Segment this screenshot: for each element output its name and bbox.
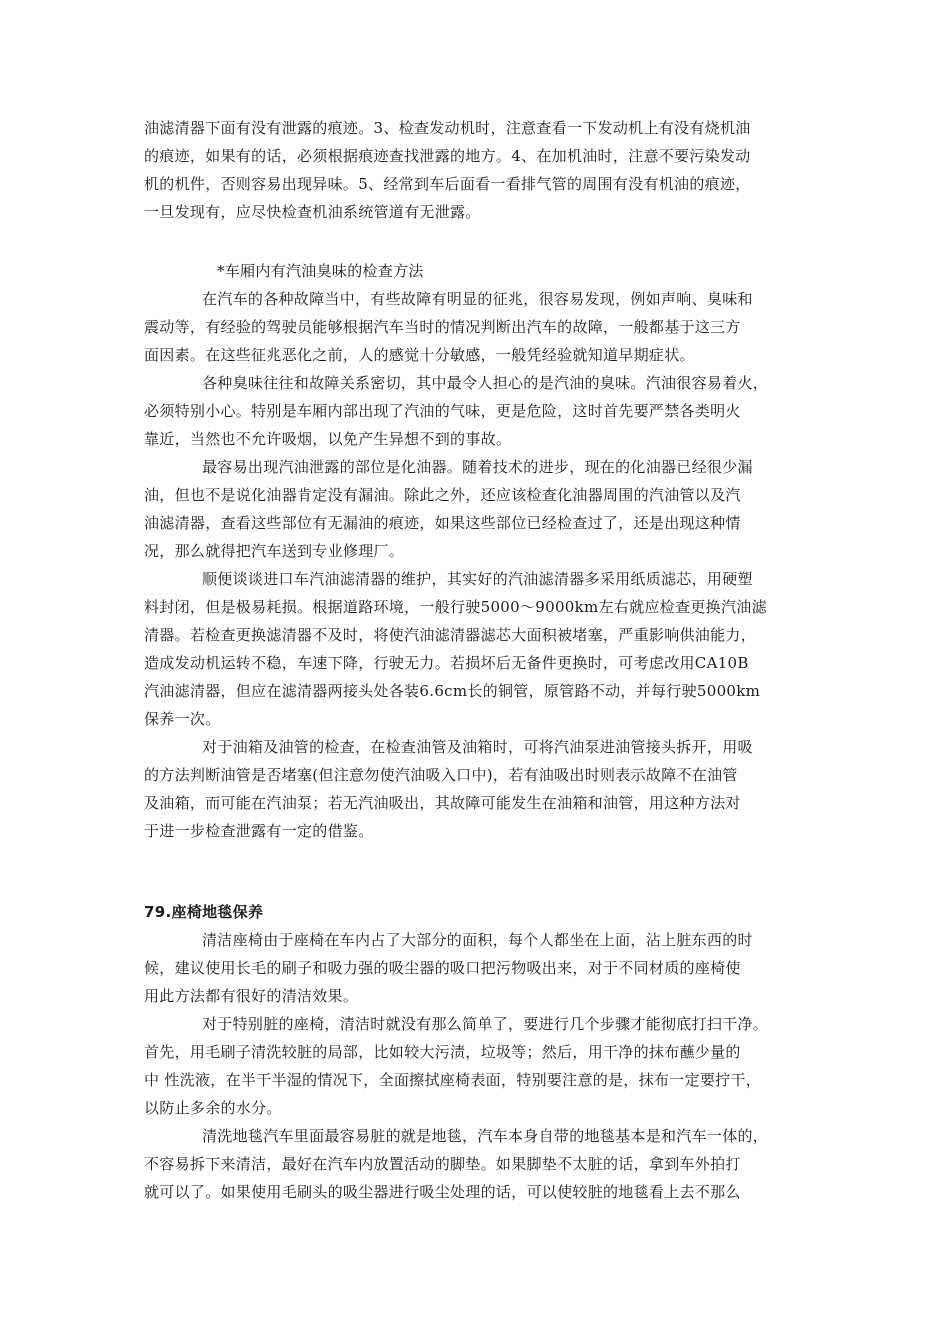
section-heading: 79.座椅地毯保养	[144, 903, 264, 921]
text-line: 机的机件，否则容易出现异味。5、经常到车后面看一看排气管的周围有没有机油的痕迹，	[144, 175, 751, 193]
paragraph	[144, 453, 824, 565]
paragraph	[144, 1010, 824, 1122]
text-line: 的痕迹，如果有的话，必须根据痕迹查找泄露的地方。4、在加机油时，注意不要污染发动	[144, 147, 751, 165]
paragraph	[144, 926, 824, 1010]
text-line: 的方法判断油管是否堵塞(但注意勿使汽油吸入口中)，若有油吸出时则表示故障不在油管	[144, 766, 738, 784]
text-line: 料封闭，但是极易耗损。根据道路环境，一般行驶5000～9000km左右就应检查更换汽油滤	[144, 598, 767, 616]
paragraph	[144, 565, 824, 733]
text-line: 清器。若检查更换滤清器不及时，将使汽油滤清器滤芯大面积被堵塞，严重影响供油能力，	[144, 626, 757, 644]
text-line: 中 性洗液，在半干半湿的情况下，全面擦拭座椅表面，特别要注意的是，抹布一定要拧干，	[144, 1071, 762, 1089]
text-line: 油，但也不是说化油器肯定没有漏油。除此之外，还应该检查化油器周围的汽油管以及汽	[144, 486, 741, 504]
text-line: 对于油箱及油管的检查，在检查油管及油箱时，可将汽油泵进油管接头拆开，用吸	[202, 738, 753, 756]
text-line: 面因素。在这些征兆恶化之前，人的感觉十分敏感，一般凭经验就知道早期症状。	[144, 346, 695, 364]
text-line: 候，建议使用长毛的刷子和吸力强的吸尘器的吸口把污物吸出来，对于不同材质的座椅使	[144, 959, 741, 977]
text-line: 以防止多余的水分。	[144, 1099, 282, 1117]
paragraph	[144, 285, 824, 369]
text-line: 况，那么就得把汽车送到专业修理厂。	[144, 542, 405, 560]
text-line: 各种臭味往往和故障关系密切，其中最令人担心的是汽油的臭味。汽油很容易着火，	[202, 374, 769, 392]
text-line: 清洁座椅由于座椅在车内占了大部分的面积，每个人都坐在上面，沾上脏东西的时	[202, 931, 753, 949]
text-line: 及油箱，而可能在汽油泵；若无汽油吸出，其故障可能发生在油箱和油管，用这种方法对	[144, 794, 741, 812]
text-line: 清洗地毯汽车里面最容易脏的就是地毯，汽车本身自带的地毯基本是和汽车一体的，	[202, 1127, 769, 1145]
text-line: 油滤清器，查看这些部位有无漏油的痕迹，如果这些部位已经检查过了，还是出现这种情	[144, 514, 741, 532]
text-line: 一旦发现有，应尽快检查机油系统管道有无泄露。	[144, 203, 481, 221]
text-line: 最容易出现汽油泄露的部位是化油器。随着技术的进步，现在的化油器已经很少漏	[202, 458, 753, 476]
text-line: 用此方法都有很好的清洁效果。	[144, 987, 359, 1005]
text-line: 汽油滤清器，但应在滤清器两接头处各装6.6cm长的铜管，原管路不动，并每行驶5000km	[144, 682, 761, 700]
subtitle: *车厢内有汽油臭味的检查方法	[217, 262, 424, 280]
text-line: 震动等，有经验的驾驶员能够根据汽车当时的情况判断出汽车的故障，一般都基于这三方	[144, 318, 741, 336]
text-line: 在汽车的各种故障当中，有些故障有明显的征兆，很容易发现，例如声响、臭味和	[202, 290, 753, 308]
text-line: 就可以了。如果使用毛刷头的吸尘器进行吸尘处理的话，可以使较脏的地毯看上去不那么	[144, 1183, 741, 1201]
text-line: 于进一步检查泄露有一定的借鉴。	[144, 822, 374, 840]
section-79	[144, 898, 824, 1206]
text-line: 保养一次。	[144, 710, 221, 728]
text-line: 对于特别脏的座椅，清洁时就没有那么简单了，要进行几个步骤才能彻底打扫干净。	[202, 1015, 769, 1033]
text-line: 不容易拆下来清洁，最好在汽车内放置活动的脚垫。如果脚垫不太脏的话，拿到车外拍打	[144, 1155, 741, 1173]
text-line: 造成发动机运转不稳，车速下降，行驶无力。若损坏后无备件更换时，可考虑改用CA10B	[144, 654, 749, 672]
text-line: 油滤清器下面有没有泄露的痕迹。3、检查发动机时，注意查看一下发动机上有没有烧机油	[144, 119, 751, 137]
section-78-tail	[144, 114, 824, 226]
gas-smell-section	[144, 257, 824, 845]
text-line: 首先，用毛刷子清洗较脏的局部，比如较大污渍，垃圾等；然后，用干净的抹布蘸少量的	[144, 1043, 741, 1061]
text-line: 顺便谈谈进口车汽油滤清器的维护，其实好的汽油滤清器多采用纸质滤芯，用硬塑	[202, 570, 753, 588]
paragraph	[144, 369, 824, 453]
paragraph	[144, 1122, 824, 1206]
text-line: 靠近，当然也不允许吸烟，以免产生异想不到的事故。	[144, 430, 512, 448]
text-line: 必须特别小心。特别是车厢内部出现了汽油的气味，更是危险，这时首先要严禁各类明火	[144, 402, 741, 420]
paragraph	[144, 733, 824, 845]
